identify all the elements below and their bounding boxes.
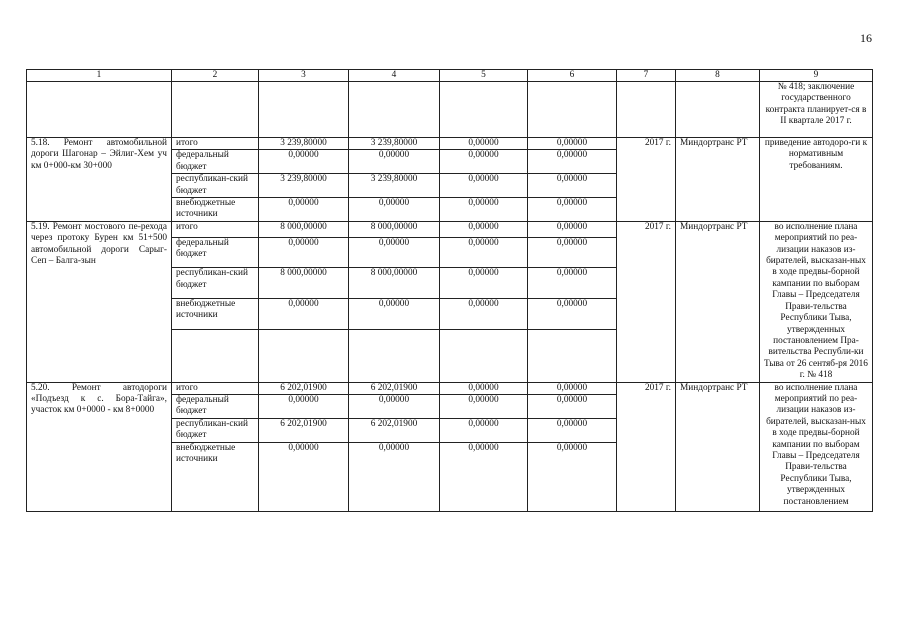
empty-cell bbox=[528, 82, 617, 138]
value-col5: 0,00000 bbox=[440, 442, 528, 511]
value-col5: 0,00000 bbox=[440, 198, 528, 222]
empty-cell bbox=[172, 329, 259, 382]
funding-source: федеральный бюджет bbox=[172, 237, 259, 268]
continuation-note: № 418; заключение государственного контракта планирует-ся в II квартале 2017 г. bbox=[760, 82, 873, 138]
value-col3: 0,00000 bbox=[259, 394, 349, 418]
year: 2017 г. bbox=[617, 138, 676, 222]
value-col6: 0,00000 bbox=[528, 237, 617, 268]
value-col4: 0,00000 bbox=[349, 237, 440, 268]
value-col6: 0,00000 bbox=[528, 298, 617, 329]
funding-source: федеральный бюджет bbox=[172, 150, 259, 174]
value-col3: 3 239,80000 bbox=[259, 138, 349, 150]
value-col5: 0,00000 bbox=[440, 382, 528, 394]
funding-source: итого bbox=[172, 221, 259, 237]
value-col6: 0,00000 bbox=[528, 394, 617, 418]
empty-cell bbox=[349, 82, 440, 138]
executor: Миндортранс РТ bbox=[676, 382, 760, 511]
col-header-3: 3 bbox=[259, 70, 349, 82]
value-col4: 6 202,01900 bbox=[349, 418, 440, 442]
value-col5: 0,00000 bbox=[440, 138, 528, 150]
table-row bbox=[27, 138, 873, 150]
value-col3: 6 202,01900 bbox=[259, 418, 349, 442]
value-col5: 0,00000 bbox=[440, 268, 528, 299]
value-col4: 3 239,80000 bbox=[349, 138, 440, 150]
empty-cell bbox=[27, 82, 172, 138]
empty-cell bbox=[528, 329, 617, 382]
year: 2017 г. bbox=[617, 382, 676, 511]
col-header-7: 7 bbox=[617, 70, 676, 82]
table-row bbox=[27, 382, 873, 394]
value-col6: 0,00000 bbox=[528, 418, 617, 442]
value-col3: 3 239,80000 bbox=[259, 174, 349, 198]
funding-source: внебюджетные источники bbox=[172, 298, 259, 329]
funding-source: республикан-ский бюджет bbox=[172, 268, 259, 299]
budget-table bbox=[26, 69, 873, 512]
value-col5: 0,00000 bbox=[440, 174, 528, 198]
value-col5: 0,00000 bbox=[440, 394, 528, 418]
project-name: 5.18. Ремонт автомобильной дороги Шагонар – Эйлиг-Хем уч км 0+000-км 30+000 bbox=[27, 138, 172, 222]
value-col4: 3 239,80000 bbox=[349, 174, 440, 198]
value-col5: 0,00000 bbox=[440, 237, 528, 268]
executor: Миндортранс РТ bbox=[676, 138, 760, 222]
project-name: 5.19. Ремонт мостового пе-рехода через протоку Бурен км 51+500 автомобильной дороги Сарыг-Сеп – Балга-зын bbox=[27, 221, 172, 382]
col-header-4: 4 bbox=[349, 70, 440, 82]
note: во исполнение плана мероприятий по реа-лизации наказов из-бирателей, высказан-ных в ходе предвы-борной кампании по выборам Главы – Председателя Прави-тельства Республики Тыва, утвержденных постановлением Пра-вительства Республи-ки Тыва от 26 сентяб-ря 2016 г. № 418 bbox=[760, 221, 873, 382]
funding-source: республикан-ский бюджет bbox=[172, 174, 259, 198]
empty-cell bbox=[349, 329, 440, 382]
project-name: 5.20. Ремонт автодороги «Подъезд к с. Бора-Тайга», участок км 0+0000 - км 8+0000 bbox=[27, 382, 172, 511]
value-col4: 0,00000 bbox=[349, 442, 440, 511]
note: приведение автодоро-ги к нормативным требованиям. bbox=[760, 138, 873, 222]
value-col6: 0,00000 bbox=[528, 150, 617, 174]
col-header-9: 9 bbox=[760, 70, 873, 82]
empty-cell bbox=[617, 82, 676, 138]
col-header-5: 5 bbox=[440, 70, 528, 82]
value-col5: 0,00000 bbox=[440, 150, 528, 174]
continuation-row bbox=[27, 82, 873, 138]
funding-source: итого bbox=[172, 382, 259, 394]
empty-cell bbox=[440, 82, 528, 138]
col-header-6: 6 bbox=[528, 70, 617, 82]
value-col4: 8 000,00000 bbox=[349, 221, 440, 237]
value-col4: 0,00000 bbox=[349, 298, 440, 329]
value-col6: 0,00000 bbox=[528, 198, 617, 222]
col-header-8: 8 bbox=[676, 70, 760, 82]
value-col3: 0,00000 bbox=[259, 442, 349, 511]
value-col6: 0,00000 bbox=[528, 442, 617, 511]
empty-cell bbox=[440, 329, 528, 382]
funding-source: внебюджетные источники bbox=[172, 442, 259, 511]
value-col6: 0,00000 bbox=[528, 174, 617, 198]
value-col4: 0,00000 bbox=[349, 198, 440, 222]
value-col4: 0,00000 bbox=[349, 394, 440, 418]
value-col3: 6 202,01900 bbox=[259, 382, 349, 394]
funding-source: республикан-ский бюджет bbox=[172, 418, 259, 442]
empty-cell bbox=[259, 82, 349, 138]
value-col3: 8 000,00000 bbox=[259, 268, 349, 299]
value-col3: 8 000,00000 bbox=[259, 221, 349, 237]
executor: Миндортранс РТ bbox=[676, 221, 760, 382]
year: 2017 г. bbox=[617, 221, 676, 382]
col-header-2: 2 bbox=[172, 70, 259, 82]
value-col5: 0,00000 bbox=[440, 418, 528, 442]
value-col3: 0,00000 bbox=[259, 298, 349, 329]
value-col6: 0,00000 bbox=[528, 382, 617, 394]
funding-source: федеральный бюджет bbox=[172, 394, 259, 418]
empty-cell bbox=[259, 329, 349, 382]
note: во исполнение плана мероприятий по реа-лизации наказов из-бирателей, высказан-ных в ходе предвы-борной кампании по выборам Главы – Председателя Прави-тельства Республики Тыва, утвержденных постановлением bbox=[760, 382, 873, 511]
funding-source: внебюджетные источники bbox=[172, 198, 259, 222]
header-row bbox=[27, 70, 873, 82]
value-col5: 0,00000 bbox=[440, 221, 528, 237]
value-col6: 0,00000 bbox=[528, 138, 617, 150]
empty-cell bbox=[172, 82, 259, 138]
value-col4: 0,00000 bbox=[349, 150, 440, 174]
value-col6: 0,00000 bbox=[528, 268, 617, 299]
value-col4: 8 000,00000 bbox=[349, 268, 440, 299]
value-col5: 0,00000 bbox=[440, 298, 528, 329]
col-header-1: 1 bbox=[27, 70, 172, 82]
value-col3: 0,00000 bbox=[259, 198, 349, 222]
value-col3: 0,00000 bbox=[259, 150, 349, 174]
funding-source: итого bbox=[172, 138, 259, 150]
page-number: 16 bbox=[860, 31, 872, 45]
value-col4: 6 202,01900 bbox=[349, 382, 440, 394]
value-col6: 0,00000 bbox=[528, 221, 617, 237]
empty-cell bbox=[676, 82, 760, 138]
value-col3: 0,00000 bbox=[259, 237, 349, 268]
table-row bbox=[27, 221, 873, 237]
